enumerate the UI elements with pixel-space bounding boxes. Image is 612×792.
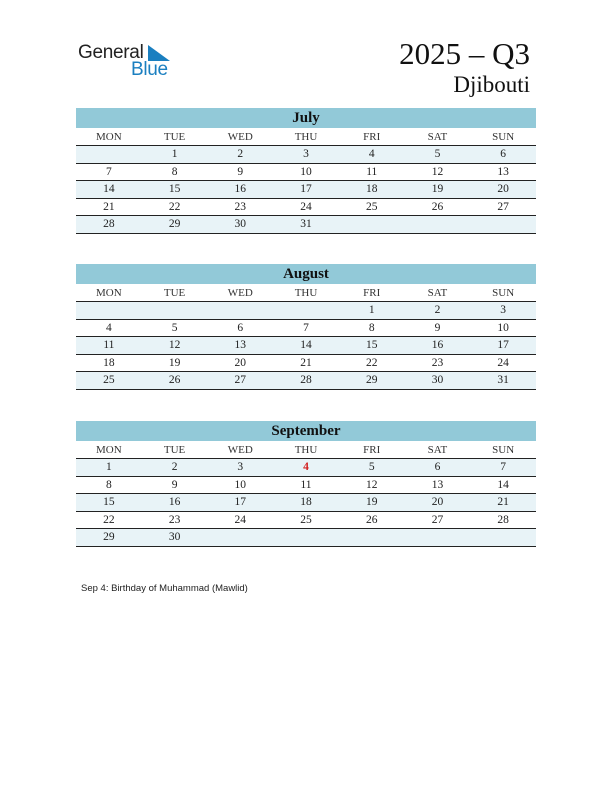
day-cell [273, 302, 339, 319]
weekday-label: SUN [492, 444, 515, 456]
day-cell: 21 [300, 356, 312, 369]
day-cell: 11 [300, 478, 312, 491]
weekday-label: WED [227, 287, 253, 299]
day-cell: 31 [300, 218, 312, 230]
day-cell: 20 [497, 183, 509, 195]
weekday-header-row [76, 284, 536, 302]
day-cell: 27 [497, 200, 509, 213]
day-cell: 22 [103, 513, 115, 526]
day-cell: 10 [300, 165, 312, 178]
day-cell: 24 [300, 200, 312, 213]
day-cell: 30 [234, 218, 247, 230]
day-cell: 25 [300, 513, 312, 526]
logo-word-blue: Blue [131, 59, 168, 80]
weekday-label: SAT [427, 287, 448, 299]
day-cell: 26 [365, 513, 378, 526]
day-cell: 26 [431, 200, 444, 213]
day-cell [470, 529, 536, 546]
day-cell: 17 [497, 339, 509, 351]
day-cell: 17 [300, 183, 312, 195]
day-cell: 29 [168, 218, 181, 230]
day-cell: 31 [497, 374, 509, 386]
day-cell: 8 [105, 478, 112, 491]
day-cell: 11 [103, 339, 115, 351]
day-cell: 20 [234, 356, 247, 369]
day-cell [207, 529, 273, 546]
day-cell: 2 [171, 461, 178, 473]
day-cell: 16 [431, 339, 444, 351]
day-cell: 17 [234, 496, 247, 508]
day-cell: 25 [103, 374, 115, 386]
weekday-label: TUE [163, 444, 186, 456]
day-cell [470, 216, 536, 233]
day-cell: 30 [168, 531, 181, 543]
day-cell: 9 [434, 321, 441, 334]
weekday-label: MON [96, 131, 122, 143]
generalblue-logo [78, 42, 188, 82]
day-cell: 14 [497, 478, 509, 491]
week-row [76, 355, 536, 373]
day-cell: 3 [237, 461, 244, 473]
day-cell [405, 216, 471, 233]
day-cell: 18 [365, 183, 378, 195]
day-cell: 6 [500, 148, 507, 160]
day-cell: 10 [497, 321, 509, 334]
day-cell: 4 [105, 321, 112, 334]
day-cell [405, 529, 471, 546]
month-header: July [76, 108, 536, 128]
day-cell: 13 [234, 339, 247, 351]
day-cell: 23 [431, 356, 444, 369]
weekday-label: TUE [163, 287, 186, 299]
weekday-label: FRI [363, 131, 381, 143]
holiday-day-cell: 4 [303, 461, 309, 473]
weekday-label: THU [294, 444, 318, 456]
day-cell: 11 [366, 165, 378, 178]
day-cell: 9 [237, 165, 244, 178]
week-row [76, 320, 536, 338]
day-cell: 26 [168, 374, 181, 386]
day-cell: 8 [171, 165, 178, 178]
day-cell: 13 [431, 478, 444, 491]
month-calendar-august [76, 264, 536, 390]
day-cell: 15 [168, 183, 181, 195]
day-cell: 15 [365, 339, 378, 351]
weekday-header-row [76, 128, 536, 146]
day-cell: 19 [168, 356, 181, 369]
day-cell [339, 529, 405, 546]
day-cell: 5 [368, 461, 375, 473]
month-calendar-july [76, 108, 536, 234]
week-row [76, 459, 536, 477]
day-cell [339, 216, 405, 233]
day-cell: 16 [234, 183, 247, 195]
week-row [76, 181, 536, 199]
day-cell: 5 [434, 148, 441, 160]
day-cell: 22 [365, 356, 378, 369]
week-row [76, 302, 536, 320]
day-cell: 24 [497, 356, 509, 369]
day-cell: 15 [103, 496, 115, 508]
week-row [76, 372, 536, 390]
weekday-label: MON [96, 287, 122, 299]
weekday-label: THU [294, 287, 318, 299]
day-cell: 14 [103, 183, 115, 195]
day-cell: 6 [237, 321, 244, 334]
day-cell: 18 [300, 496, 312, 508]
day-cell: 12 [431, 165, 444, 178]
day-cell: 3 [500, 304, 507, 316]
week-row [76, 494, 536, 512]
weekday-label: SUN [492, 131, 515, 143]
holiday-note: Sep 4: Birthday of Muhammad (Mawlid) [81, 583, 248, 594]
week-row [76, 164, 536, 182]
day-cell: 27 [431, 513, 444, 526]
day-cell [76, 146, 142, 163]
weekday-label: FRI [363, 287, 381, 299]
day-cell: 23 [234, 200, 247, 213]
weekday-header-row [76, 441, 536, 459]
weekday-label: SAT [427, 444, 448, 456]
day-cell: 12 [365, 478, 378, 491]
week-row [76, 146, 536, 164]
day-cell [142, 302, 208, 319]
weekday-label: SAT [427, 131, 448, 143]
day-cell: 22 [168, 200, 181, 213]
day-cell: 1 [105, 461, 112, 473]
day-cell: 23 [168, 513, 181, 526]
day-cell: 28 [497, 513, 509, 526]
day-cell: 19 [365, 496, 378, 508]
day-cell: 16 [168, 496, 181, 508]
logo-word-general: General [78, 42, 144, 63]
day-cell: 10 [234, 478, 247, 491]
day-cell: 20 [431, 496, 444, 508]
day-cell: 6 [434, 461, 441, 473]
page-title: 2025 – Q3 [399, 36, 530, 71]
day-cell: 1 [171, 148, 178, 160]
weekday-label: FRI [363, 444, 381, 456]
day-cell: 9 [171, 478, 178, 491]
day-cell: 18 [103, 356, 115, 369]
day-cell [207, 302, 273, 319]
day-cell: 1 [368, 304, 375, 316]
week-row [76, 477, 536, 495]
day-cell: 7 [500, 461, 507, 473]
day-cell: 14 [300, 339, 312, 351]
week-row [76, 199, 536, 217]
day-cell: 5 [171, 321, 178, 334]
weekday-label: WED [227, 131, 253, 143]
day-cell: 7 [105, 165, 112, 178]
day-cell: 30 [431, 374, 444, 386]
day-cell: 28 [103, 218, 115, 230]
day-cell: 29 [103, 531, 115, 543]
day-cell [273, 529, 339, 546]
day-cell [76, 302, 142, 319]
week-row [76, 216, 536, 234]
weekday-label: WED [227, 444, 253, 456]
week-row [76, 337, 536, 355]
day-cell: 8 [368, 321, 375, 334]
day-cell: 21 [103, 200, 115, 213]
month-header: August [76, 264, 536, 284]
day-cell: 24 [234, 513, 247, 526]
day-cell: 19 [431, 183, 444, 195]
day-cell: 4 [368, 148, 375, 160]
day-cell: 12 [168, 339, 181, 351]
day-cell: 28 [300, 374, 312, 386]
day-cell: 27 [234, 374, 247, 386]
week-row [76, 529, 536, 547]
weekday-label: SUN [492, 287, 515, 299]
country-name: Djibouti [453, 72, 530, 97]
day-cell: 2 [237, 148, 244, 160]
month-calendar-september [76, 421, 536, 547]
month-header: September [76, 421, 536, 441]
weekday-label: TUE [163, 131, 186, 143]
day-cell: 2 [434, 304, 441, 316]
day-cell: 25 [365, 200, 378, 213]
day-cell: 29 [365, 374, 378, 386]
week-row [76, 512, 536, 530]
day-cell: 7 [303, 321, 309, 334]
day-cell: 3 [303, 148, 309, 160]
weekday-label: THU [294, 131, 318, 143]
day-cell: 13 [497, 165, 509, 178]
day-cell: 21 [497, 496, 509, 508]
weekday-label: MON [96, 444, 122, 456]
